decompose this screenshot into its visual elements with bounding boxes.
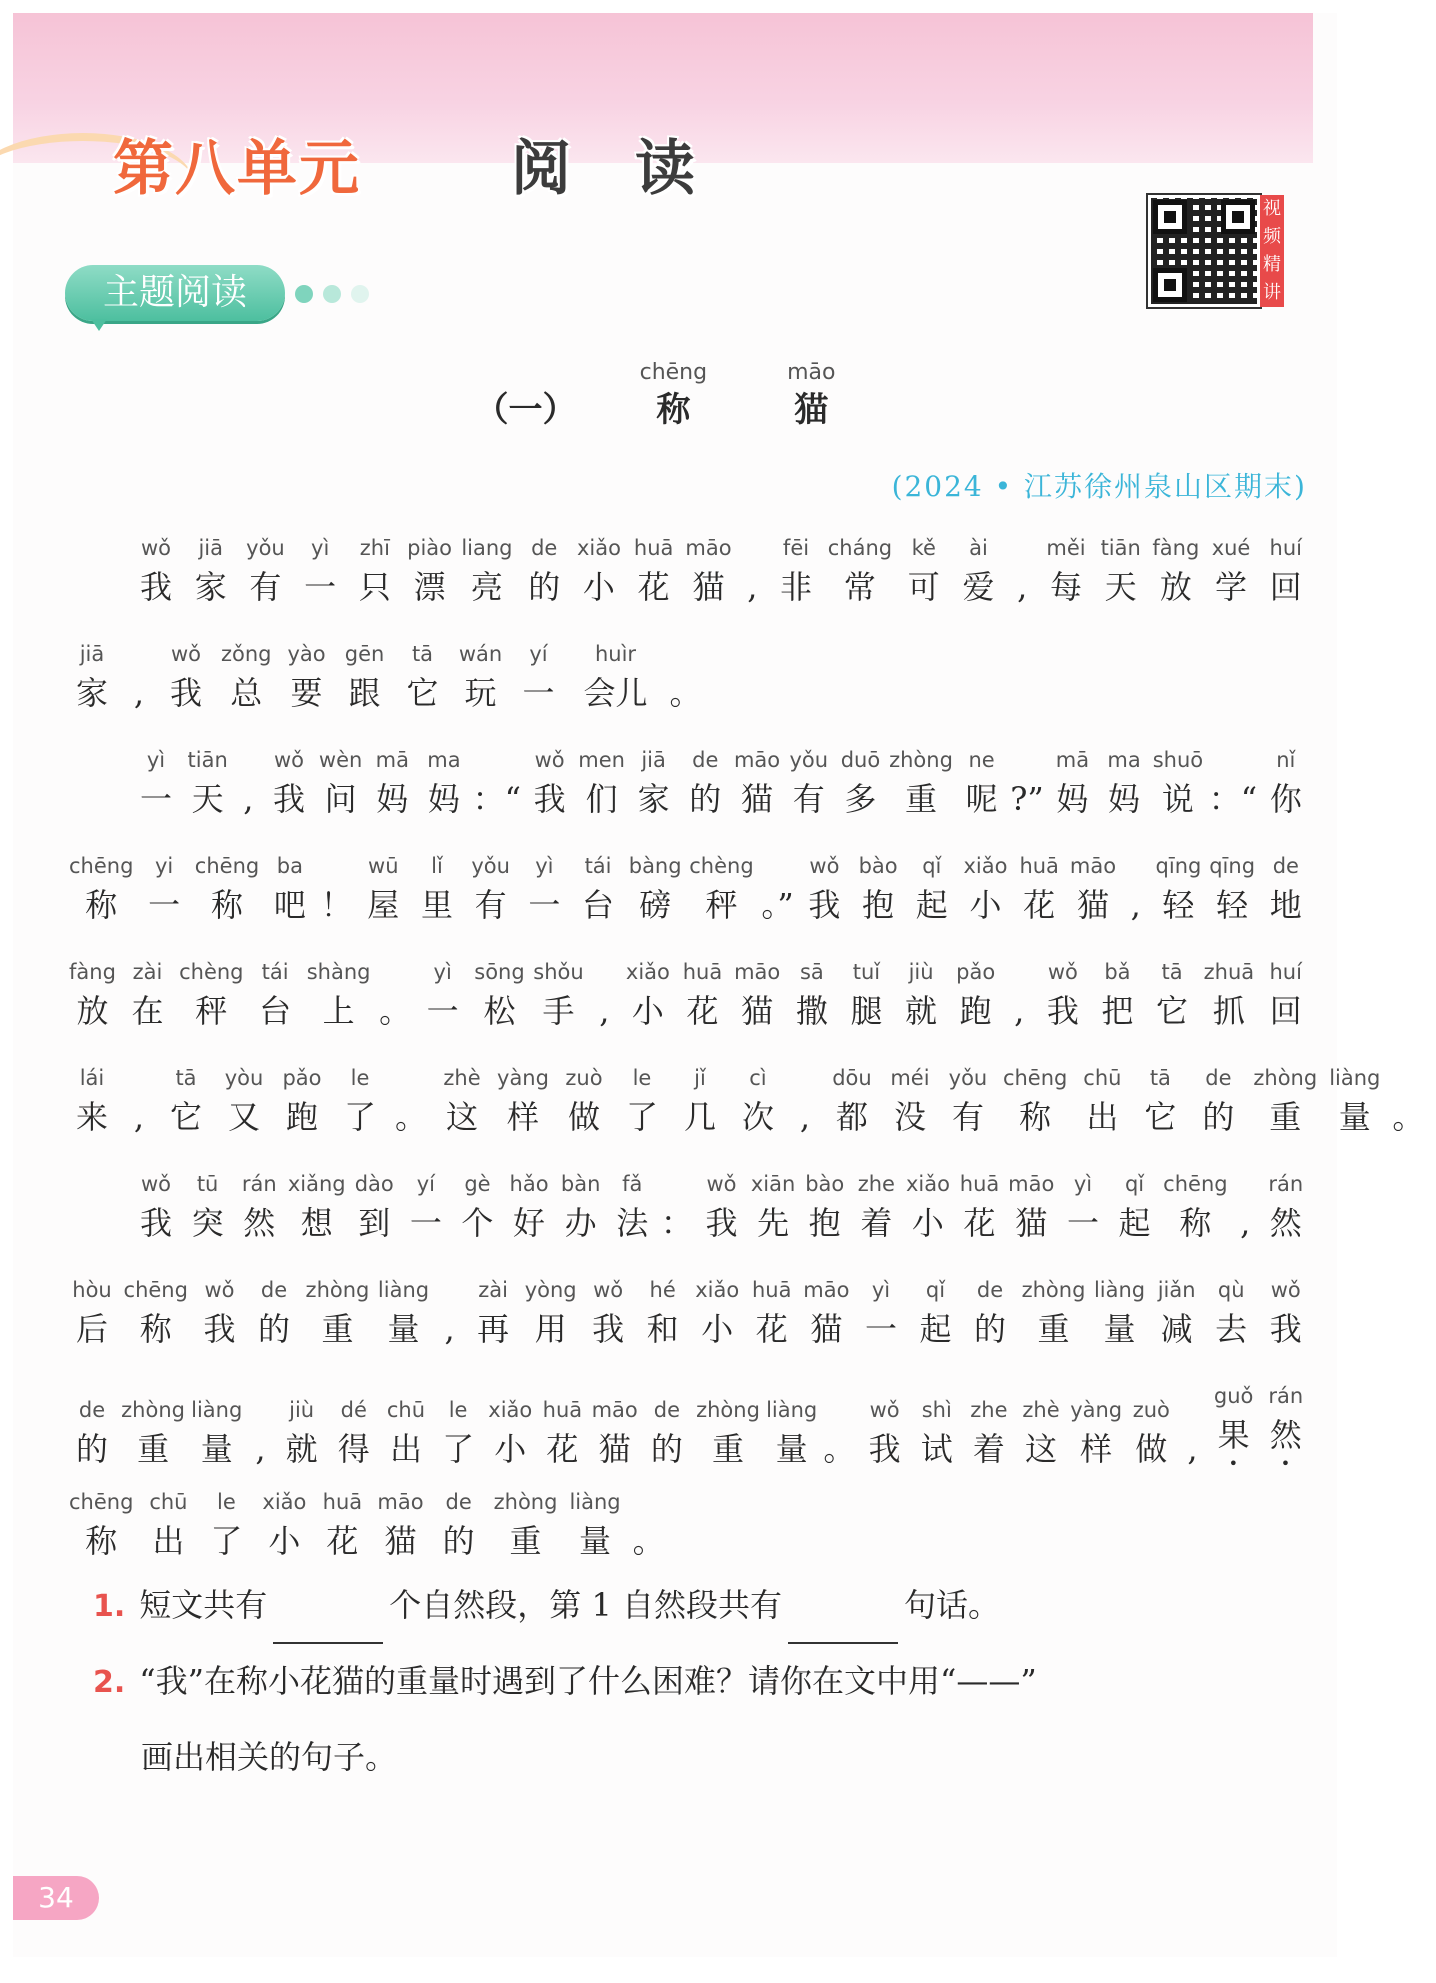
ruby-character: chēng 称 (194, 854, 260, 924)
ruby-character: wǒ 我 (139, 536, 172, 606)
ruby-character: ma 妈 (427, 748, 461, 818)
ruby-character: lǐ 里 (420, 854, 453, 924)
ruby-character: wǒ 我 (272, 748, 305, 818)
ruby-character: rán 然 (1268, 1172, 1304, 1242)
ruby-character: chū 出 (386, 1398, 426, 1468)
ruby-character: tuǐ 腿 (850, 960, 883, 1030)
answer-blank[interactable] (788, 1608, 898, 1644)
ruby-character: de 的 (528, 536, 561, 606)
ruby-character: wèn 问 (318, 748, 363, 818)
text-line (69, 1275, 1309, 1381)
punctuation: , (1017, 568, 1028, 606)
ruby-character: tā 它 (1156, 960, 1189, 1030)
punctuation: , (1240, 1204, 1251, 1242)
ruby-character: huā 花 (1019, 854, 1059, 924)
workbook-page (13, 13, 1425, 1957)
punctuation: 。 (395, 1098, 428, 1136)
punctuation: ：“ (472, 780, 521, 818)
ruby-character: guǒ 果 (1213, 1384, 1254, 1454)
ruby-character: piào 漂 (407, 536, 453, 606)
ruby-character: zhè 这 (1022, 1398, 1060, 1468)
article-body (69, 533, 1425, 1593)
punctuation: ：“ (1208, 780, 1258, 818)
ruby-character: xiān 先 (750, 1172, 796, 1242)
ruby-character: hòu 后 (72, 1278, 112, 1348)
page-number: 34 (13, 1876, 99, 1920)
ruby-character: yì 一 (304, 536, 337, 606)
ruby-character: de 的 (974, 1278, 1007, 1348)
ruby-character: mā 妈 (1055, 748, 1090, 818)
ruby-character: zǒng 总 (221, 642, 272, 712)
ruby-character: xiǎo 小 (488, 1398, 533, 1468)
answer-blank[interactable] (273, 1608, 383, 1644)
punctuation: ?” (1010, 780, 1044, 818)
ruby-character: gè 个 (461, 1172, 494, 1242)
ruby-character: liàng 量 (377, 1278, 430, 1348)
ruby-character: de 的 (650, 1398, 683, 1468)
ruby-character: jǐ 几 (683, 1066, 716, 1136)
ruby-character: ne 呢 (965, 748, 998, 818)
ruby-character: liàng 量 (1329, 1066, 1381, 1136)
ruby-character: xiǎng 想 (287, 1172, 346, 1242)
text-line (69, 1381, 1309, 1487)
ruby-character: fàng 放 (69, 960, 116, 1030)
ruby-character: chèng 秤 (179, 960, 244, 1030)
ruby-character: jiǎn 减 (1157, 1278, 1196, 1348)
ruby-character: liàng 量 (1093, 1278, 1146, 1348)
text-line (69, 1063, 1425, 1169)
ruby-character: zhòng 重 (493, 1490, 558, 1560)
ruby-character: huìr 会儿 (583, 642, 648, 712)
ruby-character: māo 猫 (1069, 854, 1117, 924)
ruby-character: māo 猫 (591, 1398, 638, 1468)
ruby-character: pǎo 跑 (282, 1066, 322, 1136)
ruby-character: tā 它 (406, 642, 439, 712)
ruby-character: de 的 (689, 748, 722, 818)
ruby-character: yàng 样 (1070, 1398, 1123, 1468)
question-2-continued: 画出相关的句子。 (141, 1738, 398, 1776)
ruby-character: wǒ 我 (868, 1398, 901, 1468)
ruby-character: xué 学 (1211, 536, 1251, 606)
punctuation: , (444, 1310, 455, 1348)
text-line (69, 1169, 1309, 1275)
ruby-character: zhe 着 (857, 1172, 895, 1242)
ruby-character: qǐ 起 (915, 854, 948, 924)
ruby-character: zhī 只 (358, 536, 391, 606)
ruby-character: chèng 秤 (689, 854, 754, 924)
ruby-character: xiǎo 小 (625, 960, 670, 1030)
ruby-character: liàng 量 (569, 1490, 621, 1560)
ruby-character: qù 去 (1215, 1278, 1248, 1348)
ruby-character: le 了 (210, 1490, 243, 1560)
punctuation: , (243, 780, 254, 818)
ruby-character: yì 一 (864, 1278, 897, 1348)
ruby-character: liang 亮 (461, 536, 513, 606)
ruby-character: chēng 称 (1163, 1172, 1228, 1242)
ruby-character: měi 每 (1046, 536, 1086, 606)
ruby-character: huā 花 (751, 1278, 792, 1348)
ruby-character: yòu 又 (224, 1066, 264, 1136)
ruby-character: huā 花 (633, 536, 674, 606)
ruby-character: zhòng 重 (1021, 1278, 1086, 1348)
ruby-character: yì 一 (1066, 1172, 1099, 1242)
ruby-character: bǎ 把 (1101, 960, 1134, 1030)
ruby-character: yí 一 (522, 642, 555, 712)
ruby-character: yòng 用 (524, 1278, 577, 1348)
ruby-character: méi 没 (890, 1066, 930, 1136)
punctuation: 。” (761, 886, 794, 924)
ruby-character: zhòng 重 (696, 1398, 760, 1468)
punctuation: , (1014, 992, 1025, 1030)
ruby-character: liàng 量 (766, 1398, 818, 1468)
ruby-character: shǒu 手 (533, 960, 584, 1030)
ruby-character: de 的 (258, 1278, 291, 1348)
ruby-character: wǒ 我 (808, 854, 841, 924)
punctuation: , (255, 1430, 266, 1468)
ruby-character: yàng 样 (497, 1066, 549, 1136)
question-number: 2. (93, 1665, 126, 1700)
ruby-character: jiā 家 (75, 642, 108, 712)
ruby-character: wǒ 我 (1046, 960, 1079, 1030)
ruby-character: māo 猫 (803, 1278, 850, 1348)
ruby-character: chēng 称 (639, 360, 708, 430)
article-source: (2024 • 江苏徐州泉山区期末) (891, 470, 1307, 503)
ruby-character: dé 得 (337, 1398, 370, 1468)
ruby-character: cháng 常 (827, 536, 893, 606)
ruby-character: lái 来 (75, 1066, 108, 1136)
punctuation: , (799, 1098, 811, 1136)
ruby-character: zhè 这 (443, 1066, 481, 1136)
ruby-character: zhuā 抓 (1203, 960, 1255, 1030)
unit-title: 第八单元 (113, 134, 361, 204)
questions (93, 1568, 1293, 1794)
ruby-character: rán 然 (1268, 1384, 1304, 1454)
ruby-character: yǒu 有 (948, 1066, 988, 1136)
question-2: 2. “我”在称小花猫的重量时遇到了什么困难？请你在文中用“——” (93, 1662, 1037, 1700)
ruby-character: chēng 称 (69, 854, 134, 924)
ruby-character: wǒ 我 (533, 748, 566, 818)
ruby-character: fàng 放 (1152, 536, 1200, 606)
video-lecture-label[interactable]: 视频精讲 (1260, 195, 1284, 307)
ruby-character: tái 台 (582, 854, 615, 924)
ruby-character: huí 回 (1269, 960, 1302, 1030)
ruby-character: qīng 轻 (1209, 854, 1256, 924)
ruby-character: zài 在 (131, 960, 164, 1030)
text-line (69, 639, 1309, 745)
theme-reading-tag: 主题阅读 (65, 265, 285, 321)
text-line (69, 745, 1309, 851)
ruby-character: mā 妈 (375, 748, 409, 818)
text-line (69, 957, 1309, 1063)
ruby-character: shàng 上 (306, 960, 371, 1030)
ruby-character: liàng 量 (191, 1398, 243, 1468)
ruby-character: tiān 天 (1100, 536, 1141, 606)
punctuation: , (1187, 1430, 1198, 1468)
section-title: 阅读 (511, 134, 759, 204)
ruby-character: jiā 家 (637, 748, 670, 818)
ruby-character: zhòng 重 (305, 1278, 370, 1348)
ruby-character: chēng 称 (123, 1278, 188, 1348)
ruby-character: xiǎo 小 (695, 1278, 740, 1348)
ruby-character: fǎ 法 (616, 1172, 649, 1242)
ruby-character: huí 回 (1269, 536, 1302, 606)
ruby-character: zuò 做 (565, 1066, 603, 1136)
punctuation: 。 (823, 1430, 856, 1468)
ruby-character: gēn 跟 (344, 642, 385, 712)
ruby-character: māo 猫 (734, 960, 781, 1030)
ruby-character: xiǎo 小 (262, 1490, 307, 1560)
ruby-character: zuò 做 (1132, 1398, 1170, 1468)
ruby-character: de 地 (1269, 854, 1302, 924)
qr-code-icon[interactable] (1148, 195, 1260, 307)
ruby-character: wū 屋 (367, 854, 400, 924)
ruby-character: nǐ 你 (1269, 748, 1302, 818)
text-line (69, 533, 1309, 639)
punctuation: , (747, 568, 758, 606)
punctuation: ！ (320, 886, 353, 924)
ruby-character: le 了 (442, 1398, 475, 1468)
ruby-character: māo 猫 (685, 536, 732, 606)
ruby-character: jiù 就 (285, 1398, 318, 1468)
ruby-character: men 们 (578, 748, 625, 818)
ruby-character: le 了 (625, 1066, 658, 1136)
ruby-character: duō 多 (840, 748, 881, 818)
ruby-character: māo 猫 (377, 1490, 424, 1560)
ruby-character: zhòng 重 (1253, 1066, 1318, 1136)
ruby-character: qīng 轻 (1155, 854, 1202, 924)
ruby-character: bàng 磅 (628, 854, 682, 924)
ruby-character: dōu 都 (832, 1066, 872, 1136)
ruby-character: wǒ 我 (169, 642, 202, 712)
ruby-character: sā 撒 (795, 960, 828, 1030)
ruby-character: wǒ 我 (592, 1278, 625, 1348)
ruby-character: huā 花 (959, 1172, 1000, 1242)
ruby-character: huā 花 (682, 960, 723, 1030)
ruby-character: tā 它 (169, 1066, 202, 1136)
ruby-character: wán 玩 (458, 642, 503, 712)
ruby-character: wǒ 我 (139, 1172, 172, 1242)
ruby-character: ba 吧 (273, 854, 306, 924)
ruby-character: tā 它 (1144, 1066, 1177, 1136)
ruby-character: bào 抱 (805, 1172, 845, 1242)
ruby-character: de 的 (442, 1490, 475, 1560)
ruby-character: rán 然 (241, 1172, 277, 1242)
ruby-character: dào 到 (354, 1172, 394, 1242)
ruby-character: qǐ 起 (919, 1278, 952, 1348)
ruby-character: ài 爱 (962, 536, 995, 606)
ruby-character: tiān 天 (187, 748, 228, 818)
punctuation: 。 (1392, 1098, 1425, 1136)
ruby-character: wǒ 我 (705, 1172, 738, 1242)
ruby-character: jiā 家 (194, 536, 227, 606)
ruby-character: māo 猫 (787, 360, 836, 430)
ruby-character: huā 花 (322, 1490, 363, 1560)
punctuation: , (1130, 886, 1141, 924)
ruby-character: qǐ 起 (1118, 1172, 1151, 1242)
ruby-character: bàn 办 (560, 1172, 601, 1242)
ruby-character: xiǎo 小 (576, 536, 621, 606)
ruby-character: tái 台 (259, 960, 292, 1030)
ruby-character: zhe 着 (970, 1398, 1008, 1468)
ruby-character: jiù 就 (905, 960, 938, 1030)
ruby-character: huā 花 (542, 1398, 583, 1468)
ruby-character: zhòng 重 (889, 748, 953, 818)
ruby-character: wǒ 我 (1269, 1278, 1302, 1348)
decorative-dots (295, 285, 379, 307)
ruby-character: yǒu 有 (246, 536, 285, 606)
ruby-character: hǎo 好 (509, 1172, 549, 1242)
ruby-character: shì 试 (920, 1398, 953, 1468)
ruby-character: chēng 称 (69, 1490, 134, 1560)
ruby-character: māo 猫 (733, 748, 781, 818)
punctuation: 。 (632, 1522, 665, 1560)
text-line (69, 851, 1309, 957)
ruby-character: kě 可 (907, 536, 940, 606)
ruby-character: sōng 松 (474, 960, 525, 1030)
ruby-character: yǒu 有 (471, 854, 510, 924)
question-number: 1. (93, 1589, 126, 1624)
ruby-character: zhòng 重 (121, 1398, 185, 1468)
ruby-character: yi 一 (148, 854, 181, 924)
ruby-character: xiǎo 小 (963, 854, 1008, 924)
article-number: （一） (474, 390, 577, 430)
ruby-character: xiǎo 小 (905, 1172, 950, 1242)
ruby-character: le 了 (343, 1066, 376, 1136)
ruby-character: de 的 (1202, 1066, 1235, 1136)
article-title (13, 358, 1337, 432)
punctuation: , (599, 992, 610, 1030)
ruby-character: māo 猫 (1008, 1172, 1055, 1242)
punctuation: 。 (669, 674, 702, 712)
ruby-character: chū 出 (1083, 1066, 1122, 1136)
punctuation: 。 (379, 992, 412, 1030)
ruby-character: yào 要 (287, 642, 326, 712)
ruby-character: yì 一 (426, 960, 459, 1030)
ruby-character: yǒu 有 (789, 748, 829, 818)
ruby-character: yì 一 (139, 748, 172, 818)
ruby-character: ma 妈 (1107, 748, 1141, 818)
punctuation: , (133, 674, 145, 712)
ruby-character: tū 突 (191, 1172, 224, 1242)
ruby-character: chū 出 (149, 1490, 188, 1560)
ruby-character: bào 抱 (858, 854, 898, 924)
ruby-character: zài 再 (477, 1278, 510, 1348)
punctuation: , (133, 1098, 145, 1136)
question-1: 1. 短文共有 个自然段，第 1 自然段共有 句话。 (93, 1568, 1293, 1644)
ruby-character: cì 次 (741, 1066, 774, 1136)
ruby-character: yí 一 (409, 1172, 442, 1242)
ruby-character: wǒ 我 (203, 1278, 236, 1348)
punctuation: ： (660, 1204, 693, 1242)
ruby-character: chēng 称 (1002, 1066, 1068, 1136)
ruby-character: de 的 (75, 1398, 108, 1468)
ruby-character: fēi 非 (779, 536, 812, 606)
ruby-character: pǎo 跑 (956, 960, 996, 1030)
ruby-character: shuō 说 (1152, 748, 1204, 818)
ruby-character: yì 一 (528, 854, 561, 924)
ruby-character: hé 和 (646, 1278, 679, 1348)
